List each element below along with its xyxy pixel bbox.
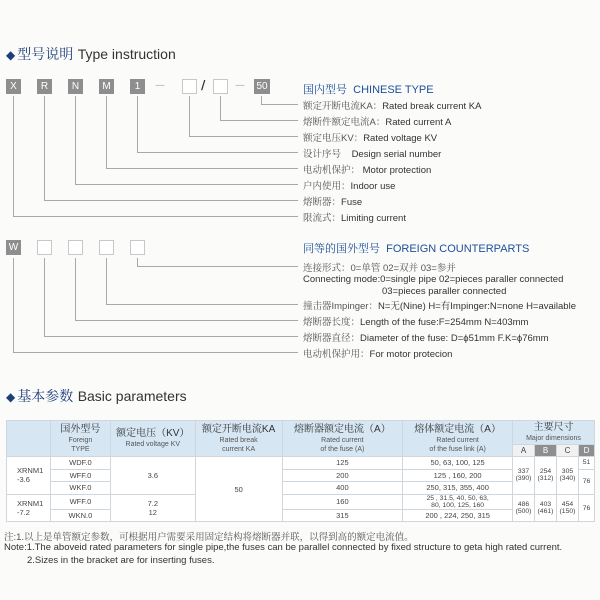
- connector-h: [106, 168, 298, 169]
- dim-value: 486: [517, 501, 530, 509]
- header-dim-d: D: [578, 445, 594, 457]
- link-current-cell: [403, 494, 513, 509]
- header-dim-a: A: [513, 445, 535, 457]
- fuse-current-cell: 400: [282, 482, 403, 495]
- title-en: Basic parameters: [77, 388, 187, 404]
- desc-cn: 额定开断电流KA：: [303, 101, 383, 112]
- header-rated-voltage: [110, 421, 195, 457]
- code-dash-2: —: [235, 80, 245, 91]
- note-en-1: Note:1.The aboveid rated parameters for single pipe,the fuses can be parallel connected by fixed structure to geta high rated current.: [4, 542, 563, 553]
- table-row: [7, 457, 595, 470]
- header-break-current: [195, 421, 282, 457]
- desc-indoor-use: [303, 178, 395, 192]
- connector-v: [106, 96, 107, 169]
- desc-fuse: [303, 194, 362, 208]
- basic-parameters-title: [6, 386, 187, 406]
- desc-cn: 熔断件额定电流A：: [303, 117, 386, 128]
- desc-cn: 设计序号: [303, 149, 352, 160]
- header-cn: 熔断器额定电流（A）: [294, 423, 391, 435]
- connector-v: [75, 258, 76, 321]
- heading-en: CHINESE TYPE: [353, 84, 434, 96]
- header-cn: 国外型号: [60, 423, 101, 435]
- fuse-current-cell: 315: [282, 509, 403, 522]
- link-current-cell: 125 , 160, 200: [403, 469, 513, 482]
- header-link-current: [403, 421, 513, 457]
- desc-motor-protection: [303, 162, 431, 176]
- note-en-2: 2.Sizes in the bracket are for inserting fuses.: [27, 555, 215, 566]
- code-box-blank-2: [213, 79, 228, 94]
- desc-en: Design serial number: [351, 149, 442, 160]
- code-box-w: W: [6, 240, 21, 255]
- desc-design-serial: [303, 146, 441, 160]
- link-current-cell: 50, 63, 100, 125: [403, 457, 513, 470]
- dim-a-cell: [513, 494, 535, 522]
- dim-d-cell: 51: [578, 457, 594, 470]
- link-current-cell: 200 , 224, 250, 315: [403, 509, 513, 522]
- desc-cn: 熔断器直径：: [303, 333, 361, 344]
- desc-motor-protection-use: [303, 346, 452, 360]
- header-cn: 额定电压（KV）: [116, 428, 190, 439]
- dim-insert-value: (340): [559, 475, 576, 483]
- connector-h: [189, 136, 298, 137]
- code-box-x: X: [6, 79, 21, 94]
- header-foreign-type: [50, 421, 110, 457]
- desc-cn: 撞击器Impinger：: [303, 301, 378, 312]
- heading-cn: 同等的国外型号: [303, 243, 380, 255]
- model-suffix: -3.6: [17, 475, 30, 485]
- connector-v: [75, 96, 76, 185]
- foreign-type-cell: WKN.0: [50, 509, 110, 522]
- foreign-type-cell: WFF.0: [50, 494, 110, 509]
- table-row: [7, 482, 595, 495]
- code-box-blank: [99, 240, 114, 255]
- title-cn: 基本参数: [17, 389, 74, 405]
- desc-en: Rated current A: [385, 117, 452, 128]
- foreign-type-cell: WDF.0: [50, 457, 110, 470]
- header-en: of the fuse (A): [320, 445, 365, 453]
- code-box-n: N: [68, 79, 83, 94]
- code-box-1: 1: [130, 79, 145, 94]
- desc-break-current: [303, 98, 481, 112]
- connector-h: [220, 120, 298, 121]
- header-en: Rated current: [321, 436, 364, 444]
- foreign-type-cell: WFF.0: [50, 469, 110, 482]
- note-cn: 注:1.以上是单管额定参数，可根据用户需要采用固定结构将熔断器并联，以得到高的额定电流值。: [4, 532, 414, 543]
- title-cn: 型号说明: [17, 47, 74, 63]
- desc-cn: 电动机保护：: [303, 165, 363, 176]
- voltage-cell: 3.6: [110, 457, 195, 495]
- connector-v: [137, 96, 138, 153]
- chinese-type-heading: [303, 81, 434, 97]
- table-header-row: [7, 421, 595, 445]
- connector-v: [137, 258, 138, 266]
- desc-en: Rated break current KA: [382, 101, 482, 112]
- desc-en: Fuse: [341, 197, 363, 208]
- connector-v: [44, 258, 45, 337]
- header-dimensions: [513, 421, 595, 445]
- header-en: Rated voltage KV: [125, 441, 181, 448]
- desc-en: Indoor use: [350, 181, 396, 192]
- header-en: current KA: [222, 445, 256, 453]
- code-box-blank: [37, 240, 52, 255]
- desc-connecting-mode-cn: [303, 260, 456, 274]
- type-instruction-title: [6, 44, 176, 64]
- connector-v: [44, 96, 45, 201]
- break-current-cell: 50: [195, 457, 282, 522]
- desc-fuse-diameter: [303, 330, 549, 344]
- code-box-r: R: [37, 79, 52, 94]
- connector-h: [75, 184, 298, 185]
- fuse-current-cell: 125: [282, 457, 403, 470]
- voltage-value: 7.2: [147, 499, 158, 509]
- dim-c-cell: [556, 494, 578, 522]
- code-dash-1: —: [155, 80, 165, 91]
- table-row: [7, 509, 595, 522]
- dim-d-cell: 76: [578, 469, 594, 494]
- header-cn: 主要尺寸: [533, 422, 574, 433]
- connector-h: [44, 200, 298, 201]
- header-cn: 熔体额定电流（A）: [414, 423, 501, 435]
- connector-h: [13, 216, 298, 217]
- connector-h: [106, 304, 298, 305]
- code-box-50: 50: [254, 79, 270, 94]
- voltage-cell: [110, 494, 195, 522]
- desc-connecting-mode-en-2: 03=pieces paraller connected: [382, 286, 507, 297]
- diamond-icon: ◆: [6, 48, 16, 62]
- dim-insert-value: (461): [537, 508, 554, 516]
- header-fuse-current: [282, 421, 403, 457]
- dim-value: 403: [539, 501, 552, 509]
- dim-a-cell: [513, 457, 535, 495]
- connector-v: [220, 96, 221, 121]
- connector-h: [44, 336, 298, 337]
- desc-en: 0=单管 02=双并 03=参并: [350, 263, 456, 274]
- connector-v: [189, 96, 190, 137]
- foreign-counterparts-heading: [303, 240, 529, 256]
- dim-b-cell: [535, 457, 557, 495]
- desc-cn: 熔断器：: [303, 197, 342, 208]
- connector-h: [137, 266, 298, 267]
- desc-en: N=无(Nine) H=有Impinger:N=none H=available: [377, 301, 576, 312]
- foreign-type-cell: WKF.0: [50, 482, 110, 495]
- dim-value: 454: [561, 501, 574, 509]
- header-en: Major dimensions: [526, 435, 581, 442]
- desc-cn: 限流式：: [303, 213, 342, 224]
- dim-value: 337: [517, 468, 530, 476]
- model-name: XRNM1: [17, 499, 44, 509]
- desc-connecting-mode-en: Connecting mode:0=single pipe 02=pieces paraller connected: [303, 274, 564, 285]
- header-dim-c: C: [556, 445, 578, 457]
- dim-insert-value: (390): [515, 475, 532, 483]
- connector-v: [13, 258, 14, 353]
- connector-h: [261, 104, 298, 105]
- desc-en: Length of the fuse:F=254mm N=403mm: [360, 317, 529, 328]
- desc-en: Motor protection: [362, 165, 432, 176]
- desc-rated-voltage: [303, 130, 437, 144]
- header-dim-b: B: [535, 445, 557, 457]
- dim-value: 305: [561, 468, 574, 476]
- dim-c-cell: [556, 457, 578, 495]
- voltage-value: 12: [148, 508, 157, 518]
- dim-insert-value: (150): [559, 508, 576, 516]
- connector-h: [75, 320, 298, 321]
- link-current-cell: 250, 315, 355, 400: [403, 482, 513, 495]
- connector-h: [137, 152, 298, 153]
- dim-insert-value: (312): [537, 475, 554, 483]
- header-model: [7, 421, 51, 457]
- desc-impinger: [303, 298, 576, 312]
- heading-cn: 国内型号: [303, 84, 347, 96]
- fuse-current-cell: 200: [282, 469, 403, 482]
- desc-en: Diameter of the fuse: D=ϕ51mm F.K=ϕ76mm: [360, 333, 549, 344]
- model-suffix: -7.2: [17, 508, 30, 518]
- header-en: of the fuse link (A): [429, 445, 486, 453]
- basic-parameters-table: [6, 420, 595, 522]
- diamond-icon: ◆: [6, 390, 16, 404]
- code-box-blank-1: [182, 79, 197, 94]
- connector-h: [13, 352, 298, 353]
- desc-en: Rated voltage KV: [363, 133, 438, 144]
- model-cell: [7, 494, 51, 522]
- table-row: [7, 469, 595, 482]
- code-box-blank: [68, 240, 83, 255]
- link-value: 80, 100, 125, 160: [431, 501, 485, 509]
- desc-en: For motor protecion: [369, 349, 453, 360]
- heading-en: FOREIGN COUNTERPARTS: [386, 243, 530, 255]
- header-en: Rated current: [436, 436, 479, 444]
- title-en: Type instruction: [77, 46, 176, 62]
- model-cell: [7, 457, 51, 495]
- desc-cn: 连接形式：: [303, 263, 351, 274]
- dim-insert-value: (500): [515, 508, 532, 516]
- desc-en: Limiting current: [341, 213, 406, 224]
- code-box-m: M: [99, 79, 114, 94]
- desc-cn: 熔断器长度：: [303, 317, 361, 328]
- desc-rated-current: [303, 114, 451, 128]
- desc-fuse-length: [303, 314, 528, 328]
- desc-limiting-current: [303, 210, 406, 224]
- connector-v: [13, 96, 14, 217]
- link-value: 25 , 31.5, 40, 50, 63,: [426, 494, 489, 502]
- table-row: [7, 494, 595, 509]
- dim-value: 254: [539, 468, 552, 476]
- code-slash: /: [201, 78, 206, 92]
- header-en: TYPE: [71, 445, 90, 453]
- desc-cn: 额定电压KV：: [303, 133, 364, 144]
- desc-cn: 户内使用：: [303, 181, 351, 192]
- dim-b-cell: [535, 494, 557, 522]
- fuse-current-cell: 160: [282, 494, 403, 509]
- code-box-blank: [130, 240, 145, 255]
- header-en: Foreign: [68, 436, 93, 444]
- dim-d-cell: 76: [578, 494, 594, 522]
- model-name: XRNM1: [17, 466, 44, 476]
- header-cn: 额定开断电流KA: [201, 423, 276, 435]
- header-en: Rated break: [219, 436, 258, 444]
- connector-v: [106, 258, 107, 305]
- desc-cn: 电动机保护用：: [303, 349, 370, 360]
